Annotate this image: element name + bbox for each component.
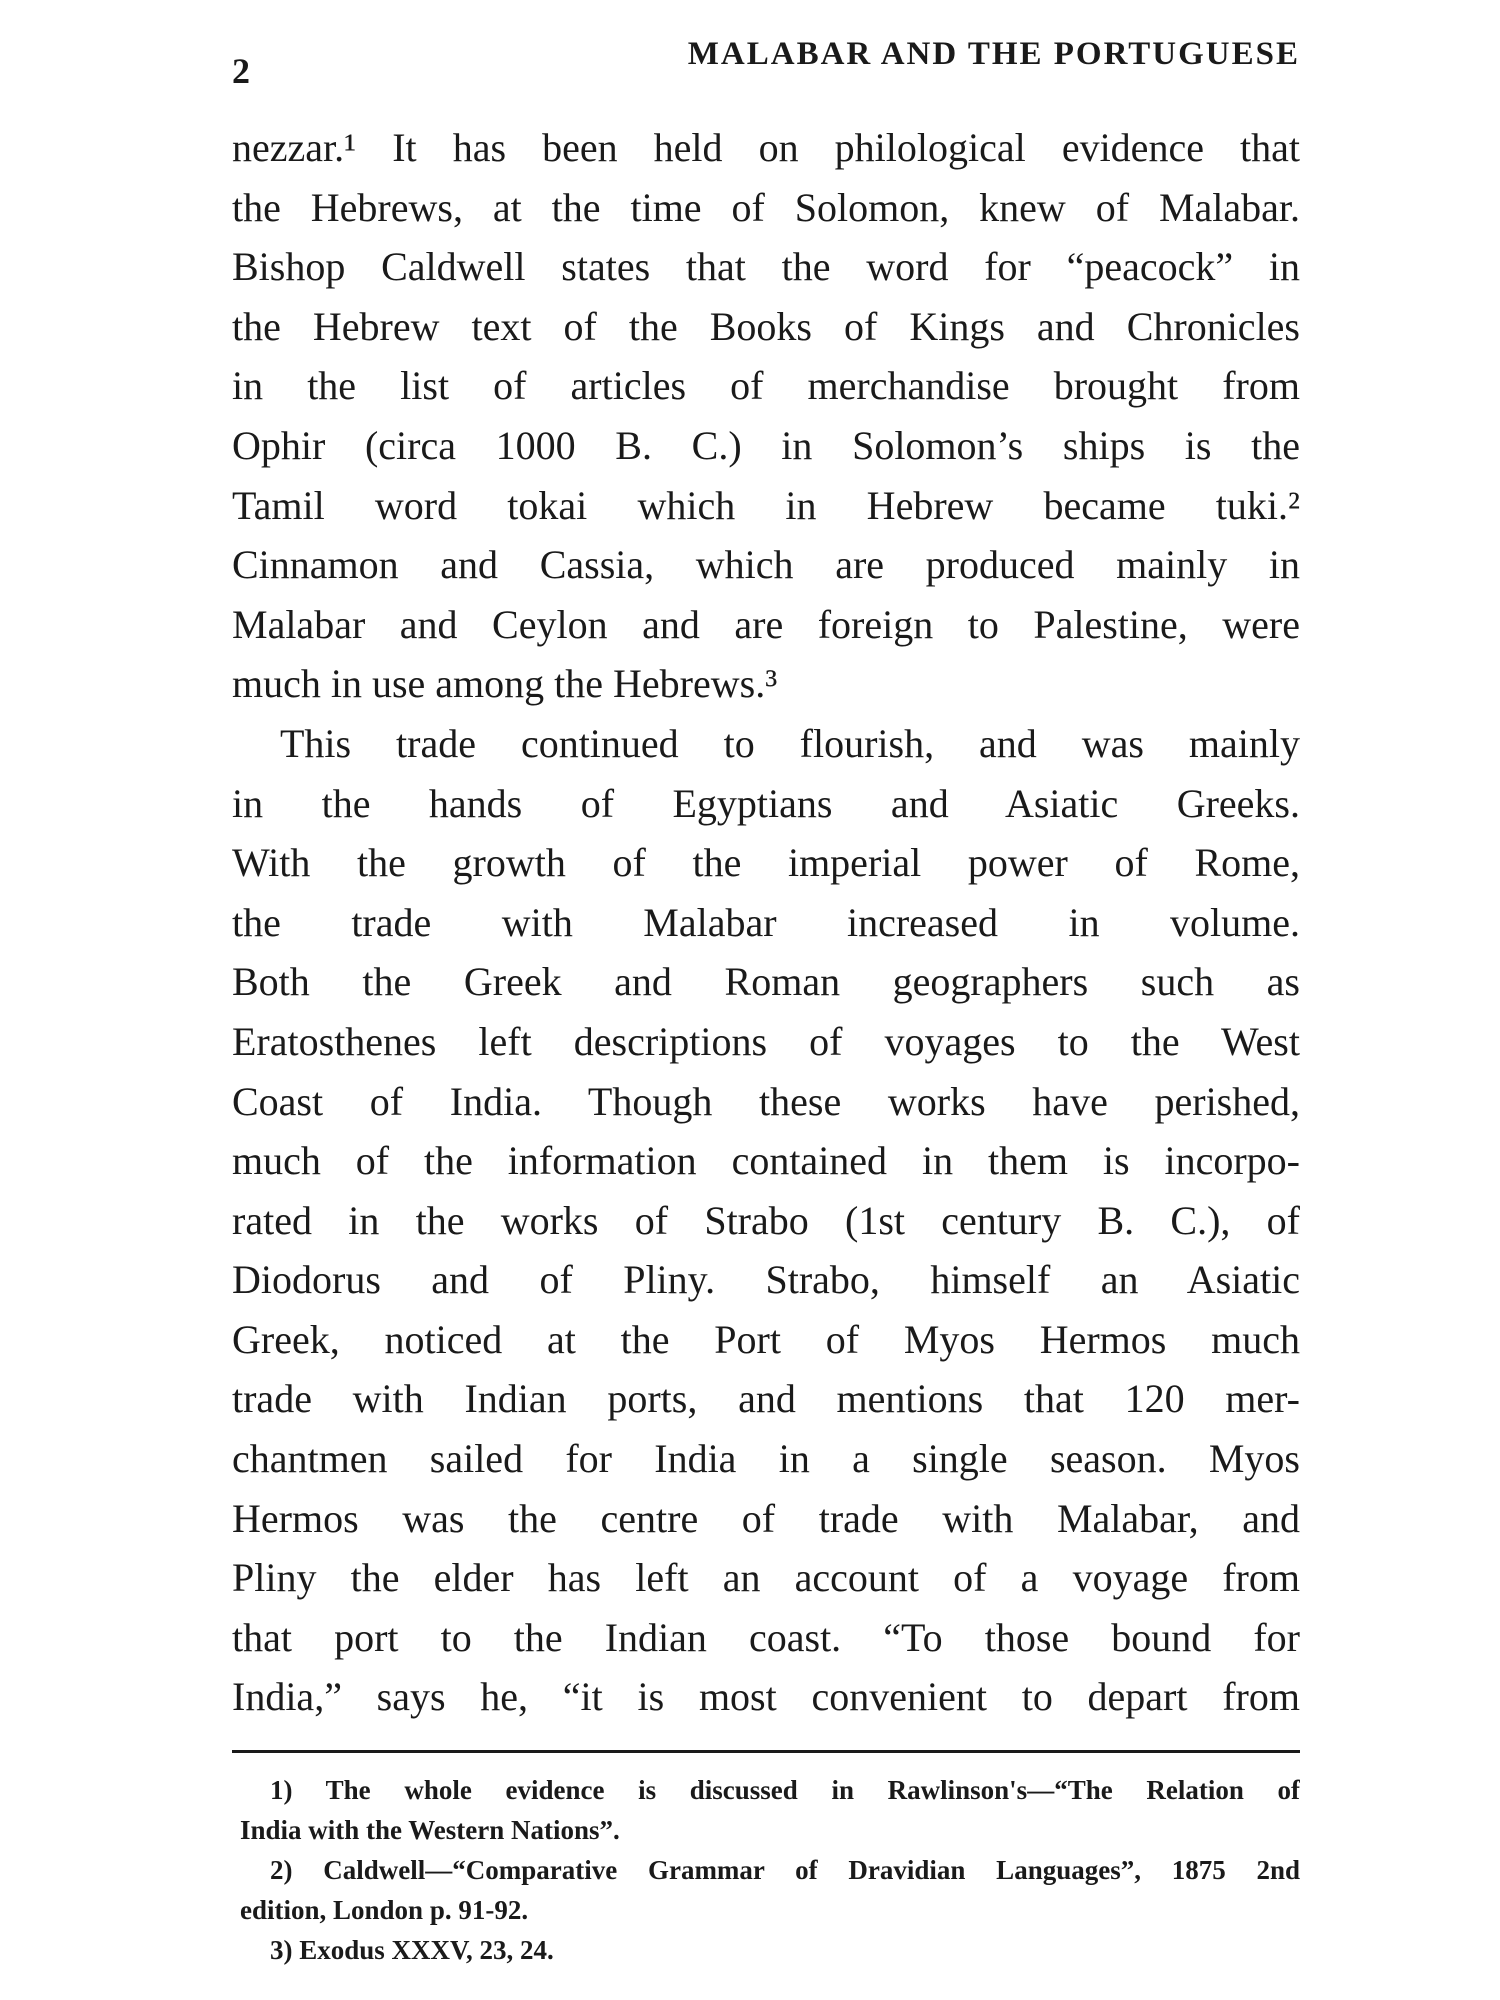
body-line: chantmen sailed for India in a single season. Myos	[232, 1436, 1300, 1482]
body-line: Coast of India. Though these works have perished,	[232, 1078, 1300, 1124]
footnotes	[240, 1770, 1300, 1970]
body-line: that port to the Indian coast. “To those bound for	[232, 1614, 1300, 1660]
body-line: Cinnamon and Cassia, which are produced mainly in	[232, 542, 1300, 588]
footnote-line: 1) The whole evidence is discussed in Rawlinson's—“The Relation of	[270, 1775, 1300, 1805]
body-line: India,” says he, “it is most convenient to depart from	[232, 1674, 1300, 1720]
body-line: Bishop Caldwell states that the word for “peacock” in	[232, 244, 1300, 290]
footnote-line: edition, London p. 91-92.	[240, 1895, 529, 1925]
body-line: in the list of articles of merchandise brought from	[232, 363, 1300, 409]
body-line: much in use among the Hebrews.³	[232, 661, 778, 707]
body-line: Hermos was the centre of trade with Malabar, and	[232, 1495, 1300, 1541]
body-line: Both the Greek and Roman geographers such as	[232, 959, 1300, 1005]
body-line: With the growth of the imperial power of Rome,	[232, 840, 1300, 886]
body-line: the trade with Malabar increased in volume.	[232, 899, 1300, 945]
footnote-line: 3) Exodus XXXV, 23, 24.	[270, 1935, 554, 1965]
body-line: the Hebrews, at the time of Solomon, knew of Malabar.	[232, 184, 1300, 230]
page-number: 2	[232, 51, 250, 91]
footnote-divider	[232, 1750, 1300, 1753]
body-line: Pliny the elder has left an account of a voyage from	[232, 1555, 1300, 1601]
body-line: Ophir (circa 1000 B. C.) in Solomon’s ships is the	[232, 422, 1300, 468]
body-line: in the hands of Egyptians and Asiatic Greeks.	[232, 780, 1300, 826]
body-line: nezzar.¹ It has been held on philological evidence that	[232, 125, 1300, 170]
body-line: Malabar and Ceylon and are foreign to Palestine, were	[232, 601, 1300, 647]
body-text	[232, 118, 1300, 1727]
body-line: rated in the works of Strabo (1st century B. C.), of	[232, 1197, 1300, 1243]
running-title: MALABAR AND THE PORTUGUESE	[687, 36, 1300, 72]
body-line: Greek, noticed at the Port of Myos Hermos much	[232, 1316, 1300, 1362]
footnote-line: 2) Caldwell—“Comparative Grammar of Dravidian Languages”, 1875 2nd	[270, 1855, 1300, 1885]
body-line: the Hebrew text of the Books of Kings and Chronicles	[232, 303, 1300, 349]
running-head	[232, 36, 1300, 96]
body-line: trade with Indian ports, and mentions that 120 mer-	[232, 1376, 1300, 1422]
body-line: This trade continued to flourish, and was mainly	[280, 720, 1300, 766]
footnote-line: India with the Western Nations”.	[240, 1815, 620, 1845]
body-line: Diodorus and of Pliny. Strabo, himself an Asiatic	[232, 1257, 1300, 1303]
body-line: Eratosthenes left descriptions of voyages to the West	[232, 1018, 1300, 1064]
body-line: Tamil word tokai which in Hebrew became tuki.²	[232, 482, 1300, 528]
body-line: much of the information contained in them is incorpo-	[232, 1138, 1300, 1184]
